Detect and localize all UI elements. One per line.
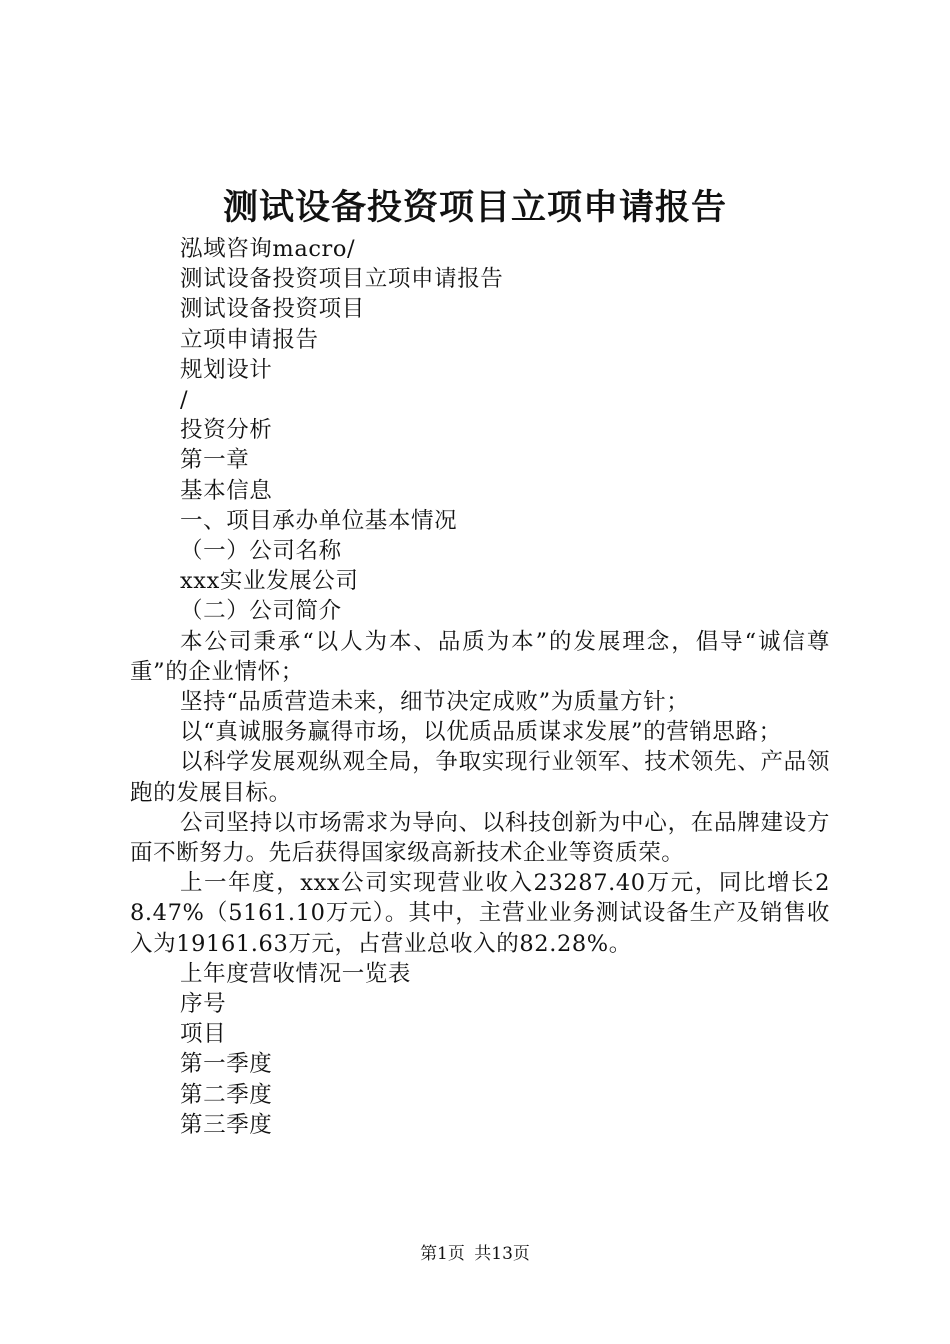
table-header-cell: 第二季度 [180,1081,273,1108]
subsection-heading: （二）公司简介 [180,598,342,625]
page-total: 共13页 [474,1244,530,1264]
table-header-cell: 第三季度 [180,1111,273,1138]
paragraph: 本公司秉承“以人为本、品质为本”的发展理念，倡导“诚信尊重”的企业情怀； [130,628,830,685]
text-line: 泓域咨询macro/ [180,236,356,262]
chapter-number: 第一章 [180,447,250,474]
paragraph: 以科学发展观纵观全局，争取实现行业领军、技术领先、产品领跑的发展目标。 [130,749,830,806]
paragraph: 上一年度，xxx公司实现营业收入23287.40万元，同比增长28.47%（5161.10万元）。其中，主营业业务测试设备生产及销售收入为19161.63万元，占营业总收入的82.28%。 [130,870,830,957]
paragraph: 公司坚持以市场需求为导向、以科技创新为中心，在品牌建设方面不断努力。先后获得国家级高新技术企业等资质荣。 [130,809,830,867]
text-line: 规划设计 [180,356,273,383]
table-header-cell: 项目 [180,1021,227,1048]
document-body [130,234,830,1140]
subsection-heading: （一）公司名称 [180,538,342,565]
table-caption: 上年度营收情况一览表 [180,960,412,987]
paragraph: 坚持“品质营造未来，细节决定成败”为质量方针； [180,689,690,716]
section-heading: 一、项目承办单位基本情况 [180,507,458,534]
text-line: 测试设备投资项目立项申请报告 [180,266,504,293]
chapter-title: 基本信息 [180,477,273,504]
page-footer [0,1242,950,1266]
page-number: 第1页 [420,1244,465,1264]
text-line: / [180,387,189,414]
text-line: 立项申请报告 [180,326,319,353]
paragraph: 以“真诚服务赢得市场，以优质品质谋求发展”的营销思路； [180,719,782,746]
company-name: xxx实业发展公司 [180,568,359,595]
table-header-cell: 第一季度 [180,1051,273,1078]
text-line: 测试设备投资项目 [180,296,365,323]
document-title: 测试设备投资项目立项申请报告 [222,187,727,228]
table-header-cell: 序号 [180,991,227,1018]
text-line: 投资分析 [180,417,273,444]
